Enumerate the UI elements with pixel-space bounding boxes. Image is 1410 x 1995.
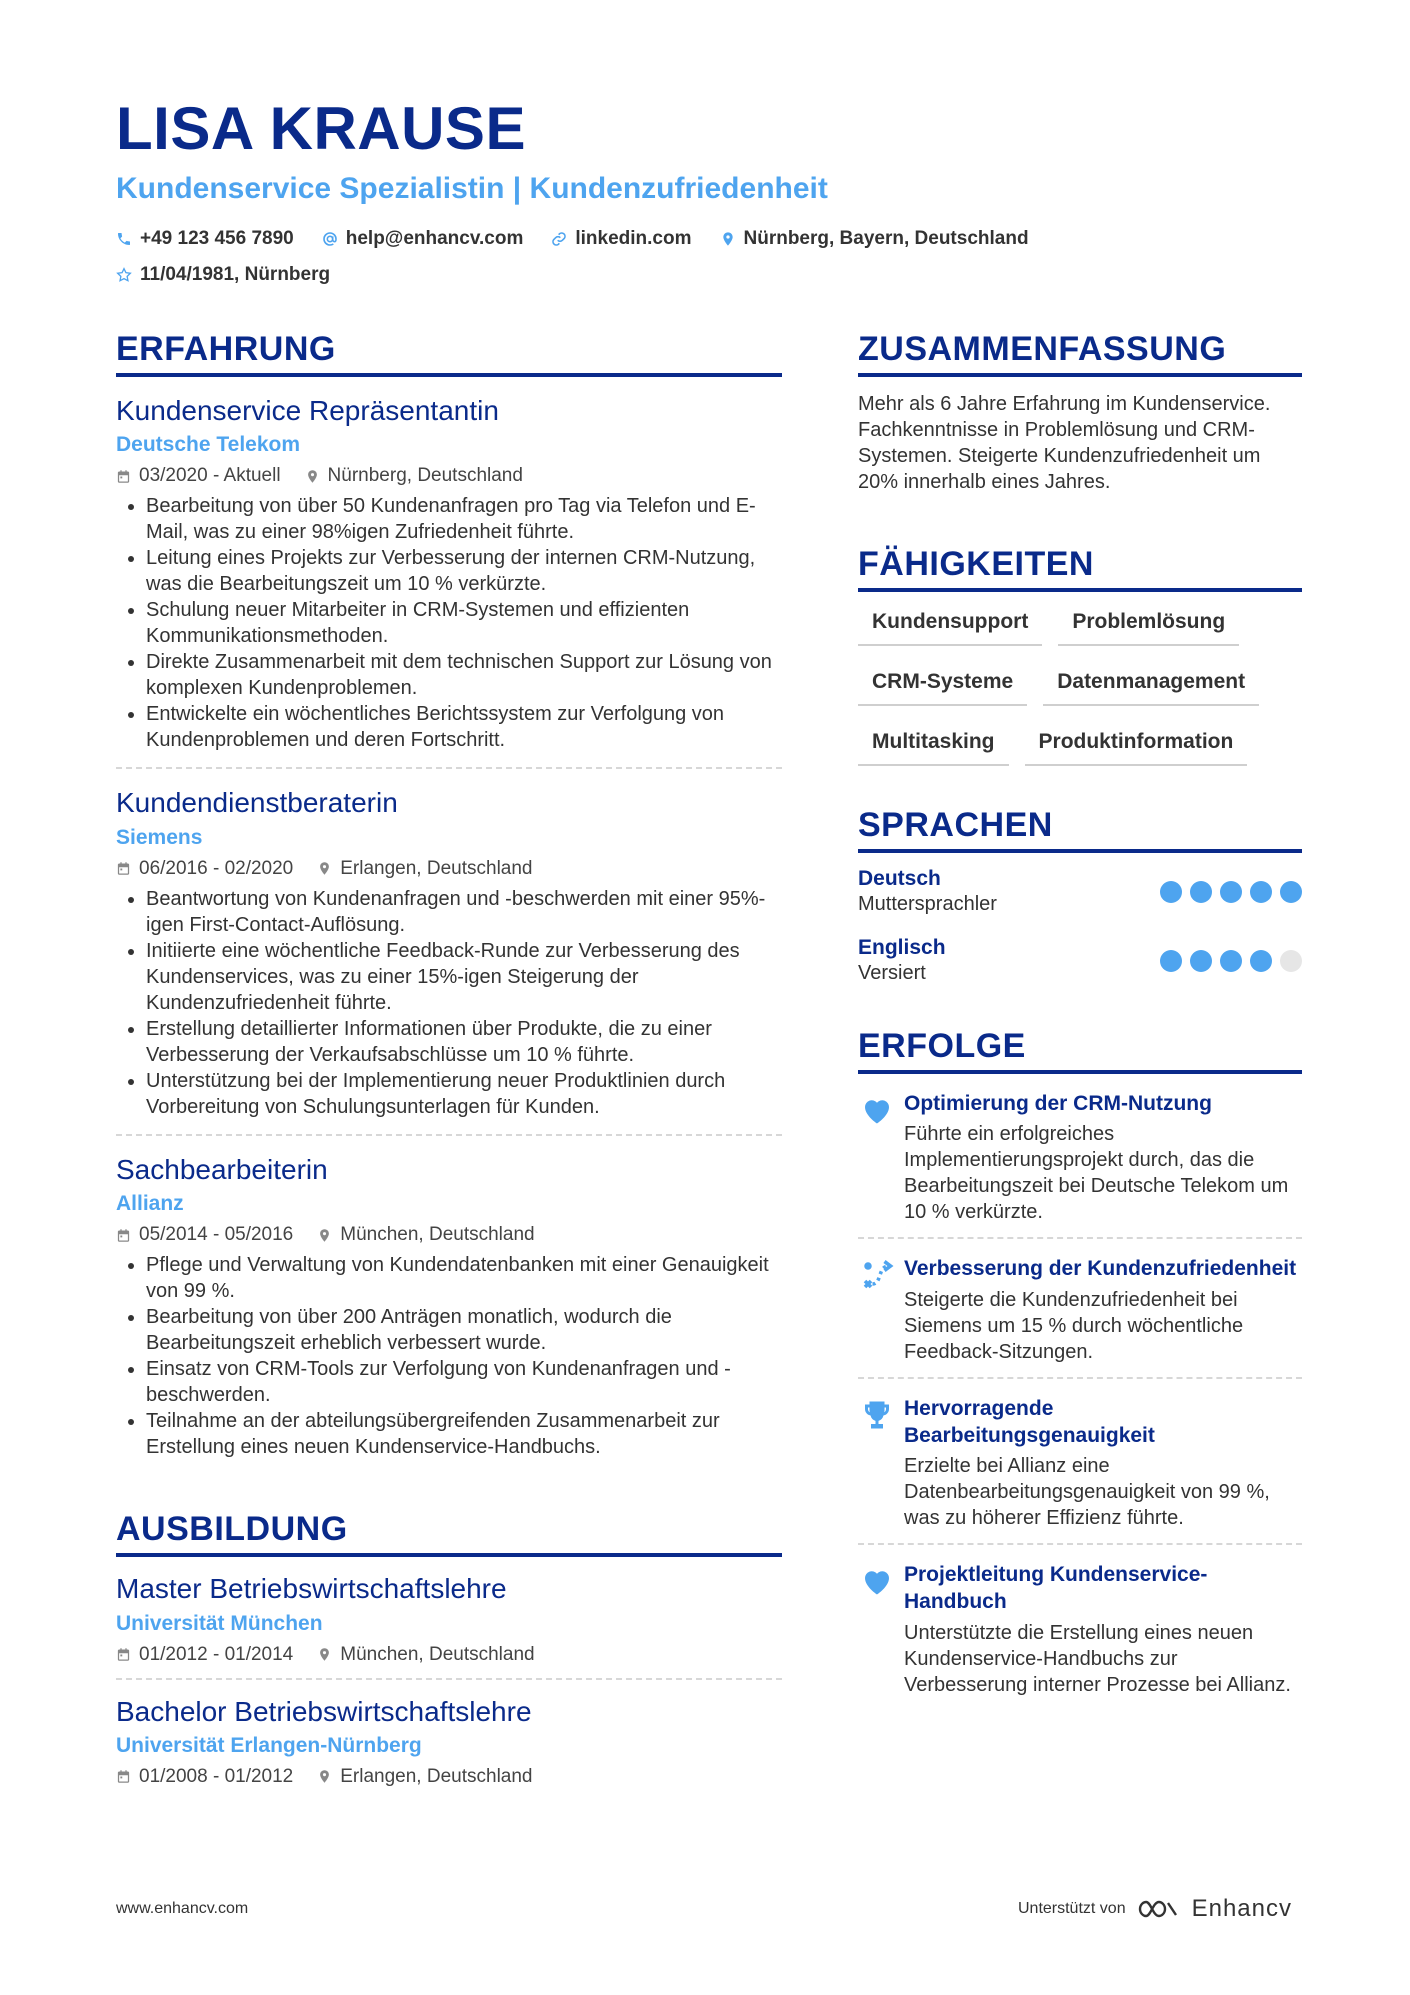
contact-birth xyxy=(116,264,330,286)
location-pin-icon xyxy=(317,861,332,876)
rating-dot xyxy=(1220,881,1242,903)
rating-dot xyxy=(1160,950,1182,972)
job-title: Kundendienstberaterin xyxy=(116,787,398,819)
calendar-icon xyxy=(116,469,131,484)
phone-text: +49 123 456 7890 xyxy=(140,228,294,249)
enhancv-logo-icon xyxy=(1136,1897,1180,1921)
birth-text: 11/04/1981, Nürnberg xyxy=(140,264,331,285)
rating-dot xyxy=(1190,881,1212,903)
achievement-desc: Steigerte die Kundenzufriedenheit bei Siemens um 15 % durch wöchentliche Feedback-Sitzungen. xyxy=(904,1288,1244,1363)
job-company: Deutsche Telekom xyxy=(116,433,301,457)
calendar-icon xyxy=(116,1647,131,1662)
skill-tag: Kundensupport xyxy=(858,606,1042,646)
education-entry xyxy=(116,1557,782,1679)
at-icon xyxy=(322,231,338,247)
footer-brand: Enhancv xyxy=(1191,1895,1292,1922)
achievement-entry xyxy=(858,1545,1302,1710)
job-bullets xyxy=(116,493,782,753)
contact-email[interactable] xyxy=(322,228,524,250)
education-meta xyxy=(116,1644,782,1666)
rating-dot xyxy=(1250,881,1272,903)
education-location: München, Deutschland xyxy=(340,1643,535,1665)
job-bullets xyxy=(116,886,782,1120)
summary-text: Mehr als 6 Jahre Erfahrung im Kundenservice. Fachkenntnisse in Problemlösung und CRM-Systemen. Steigerte Kundenzufriedenheit um 20% innerhalb eines Jahres. xyxy=(858,393,1271,493)
rating-dot xyxy=(1280,950,1302,972)
star-icon xyxy=(116,267,132,283)
rating-dot xyxy=(1280,881,1302,903)
achievement-desc: Erzielte bei Allianz eine Datenbearbeitungsgenauigkeit von 99 %, was zu höherer Effizienz führte. xyxy=(904,1455,1270,1530)
contact-list xyxy=(116,228,1096,286)
left-column xyxy=(116,330,782,1800)
skill-tag: Problemlösung xyxy=(1058,606,1239,646)
linkedin-text: linkedin.com xyxy=(575,228,692,249)
job-bullet: • Bearbeitung von über 50 Kundenanfragen pro Tag via Telefon und E-Mail, was zu einer 98%igen Zufriedenheit führte. xyxy=(146,493,782,545)
achievement-title: Verbesserung der Kundenzufriedenheit xyxy=(904,1257,1297,1281)
rating-dot xyxy=(1160,881,1182,903)
footer-powered-text: Unterstützt von xyxy=(1017,1900,1126,1917)
language-rating xyxy=(1152,950,1302,972)
job-bullet: • Entwickelte ein wöchentliches Berichtssystem zur Verfolgung von Kundenproblemen und deren Fortschritt. xyxy=(146,701,782,753)
phone-icon xyxy=(116,231,132,247)
footer-branding[interactable] xyxy=(1018,1895,1292,1923)
achievement-entry xyxy=(858,1239,1302,1378)
education-meta xyxy=(116,1766,782,1788)
job-dates: 03/2020 - Aktuell xyxy=(139,465,281,487)
experience-heading: ERFAHRUNG xyxy=(116,330,782,377)
contact-location xyxy=(720,228,1029,250)
job-company: Allianz xyxy=(116,1192,184,1216)
job-dates: 06/2016 - 02/2020 xyxy=(139,857,294,879)
job-entry xyxy=(116,1136,782,1474)
achievement-title: Optimierung der CRM-Nutzung xyxy=(904,1092,1212,1115)
achievement-title: Hervorragende Bearbeitungsgenauigkeit xyxy=(904,1396,1155,1447)
job-bullet: • Unterstützung bei der Implementierung neuer Produktlinien durch Vorbereitung von Schulungsunterlagen für Kunden. xyxy=(146,1068,782,1120)
job-bullet: • Initiierte eine wöchentliche Feedback-Runde zur Verbesserung des Kundenservices, was zu einer 15%-igen Steigerung der Kundenzufriedenheit führte. xyxy=(146,938,782,1016)
job-bullet: • Bearbeitung von über 200 Anträgen monatlich, wodurch die Bearbeitungszeit erheblich verbessert wurde. xyxy=(146,1304,782,1356)
skills-list xyxy=(858,606,1302,766)
achievement-title: Projektleitung Kundenservice-Handbuch xyxy=(904,1563,1208,1614)
resume-header xyxy=(116,96,1296,286)
job-company: Siemens xyxy=(116,825,203,849)
calendar-icon xyxy=(116,1769,131,1784)
skill-tag: Produktinformation xyxy=(1025,726,1248,766)
calendar-icon xyxy=(116,1228,131,1243)
language-level: Versiert xyxy=(858,962,926,984)
language-name: Englisch xyxy=(858,936,946,959)
job-title: Sachbearbeiterin xyxy=(116,1153,328,1185)
job-bullet: • Direkte Zusammenarbeit mit dem technischen Support zur Lösung von komplexen Kundenproblemen. xyxy=(146,649,782,701)
location-pin-icon xyxy=(317,1228,332,1243)
rating-dot xyxy=(1190,950,1212,972)
skill-tag: Multitasking xyxy=(858,726,1009,766)
skill-tag: CRM-Systeme xyxy=(858,666,1027,706)
job-entry xyxy=(116,377,782,769)
education-location: Erlangen, Deutschland xyxy=(340,1765,533,1787)
language-rating xyxy=(1152,881,1302,903)
job-bullet: • Schulung neuer Mitarbeiter in CRM-Systemen und effizienten Kommunikationsmethoden. xyxy=(146,597,782,649)
language-row xyxy=(858,936,1302,985)
job-location: Erlangen, Deutschland xyxy=(340,857,533,879)
candidate-title: Kundenservice Spezialistin | Kundenzufriedenheit xyxy=(116,172,828,205)
achievement-desc: Unterstützte die Erstellung eines neuen Kundenservice-Handbuchs zur Verbesserung interner Prozesse bei Allianz. xyxy=(904,1621,1291,1696)
education-school: Universität Erlangen-Nürnberg xyxy=(116,1733,422,1757)
route-icon xyxy=(858,1257,896,1293)
rating-dot xyxy=(1250,950,1272,972)
heart-icon xyxy=(858,1563,896,1599)
job-bullet: • Beantwortung von Kundenanfragen und -beschwerden mit einer 95%-igen First-Contact-Auflösung. xyxy=(146,886,782,938)
achievement-desc: Führte ein erfolgreiches Implementierungsprojekt durch, das die Bearbeitungszeit bei Deutsche Telekom um 10 % verkürzte. xyxy=(904,1123,1289,1224)
skill-tag: Datenmanagement xyxy=(1043,666,1259,706)
link-icon xyxy=(551,231,567,247)
education-entry xyxy=(116,1680,782,1800)
job-bullet: • Erstellung detaillierter Informationen über Produkte, die zu einer Verbesserung der Verkaufsabschlüsse um 10 % führte. xyxy=(146,1016,782,1068)
education-degree: Bachelor Betriebswirtschaftslehre xyxy=(116,1695,532,1727)
job-bullets xyxy=(116,1252,782,1460)
job-bullet: • Einsatz von CRM-Tools zur Verfolgung von Kundenanfragen und -beschwerden. xyxy=(146,1356,782,1408)
contact-phone[interactable] xyxy=(116,228,294,250)
language-name: Deutsch xyxy=(858,867,941,890)
education-degree: Master Betriebswirtschaftslehre xyxy=(116,1573,507,1605)
footer-website[interactable]: www.enhancv.com xyxy=(116,1900,249,1917)
education-dates: 01/2008 - 01/2012 xyxy=(139,1765,294,1787)
job-entry xyxy=(116,769,782,1135)
job-title: Kundenservice Repräsentantin xyxy=(116,395,499,426)
location-text: Nürnberg, Bayern, Deutschland xyxy=(743,228,1029,249)
location-pin-icon xyxy=(720,231,736,247)
job-meta xyxy=(116,1224,782,1246)
job-bullet: • Pflege und Verwaltung von Kundendatenbanken mit einer Genauigkeit von 99 %. xyxy=(146,1252,782,1304)
job-bullet: • Teilnahme an der abteilungsübergreifenden Zusammenarbeit zur Erstellung eines neuen Kundenservice-Handbuchs. xyxy=(146,1408,782,1460)
education-dates: 01/2012 - 01/2014 xyxy=(139,1643,294,1665)
language-level: Muttersprachler xyxy=(858,893,997,915)
achievement-entry xyxy=(858,1074,1302,1239)
language-row xyxy=(858,867,1302,916)
achievements-heading: ERFOLGE xyxy=(858,1027,1302,1074)
education-school: Universität München xyxy=(116,1611,323,1635)
rating-dot xyxy=(1220,950,1242,972)
languages-heading: SPRACHEN xyxy=(858,806,1302,853)
education-heading: AUSBILDUNG xyxy=(116,1510,782,1557)
skills-heading: FÄHIGKEITEN xyxy=(858,545,1302,592)
email-text: help@enhancv.com xyxy=(345,228,524,249)
location-pin-icon xyxy=(305,469,320,484)
trophy-icon xyxy=(858,1397,896,1433)
candidate-name: LISA KRAUSE xyxy=(116,95,526,162)
right-column xyxy=(858,330,1302,1710)
calendar-icon xyxy=(116,861,131,876)
location-pin-icon xyxy=(317,1647,332,1662)
job-bullet: • Leitung eines Projekts zur Verbesserung der internen CRM-Nutzung, was die Bearbeitungszeit um 10 % verkürzte. xyxy=(146,545,782,597)
contact-linkedin[interactable] xyxy=(551,228,691,250)
job-meta xyxy=(116,465,782,487)
heart-icon xyxy=(858,1092,896,1128)
location-pin-icon xyxy=(317,1769,332,1784)
job-dates: 05/2014 - 05/2016 xyxy=(139,1224,294,1246)
job-location: München, Deutschland xyxy=(340,1224,535,1246)
job-location: Nürnberg, Deutschland xyxy=(327,465,523,487)
summary-heading: ZUSAMMENFASSUNG xyxy=(858,330,1302,377)
job-meta xyxy=(116,858,782,880)
achievement-entry xyxy=(858,1379,1302,1546)
